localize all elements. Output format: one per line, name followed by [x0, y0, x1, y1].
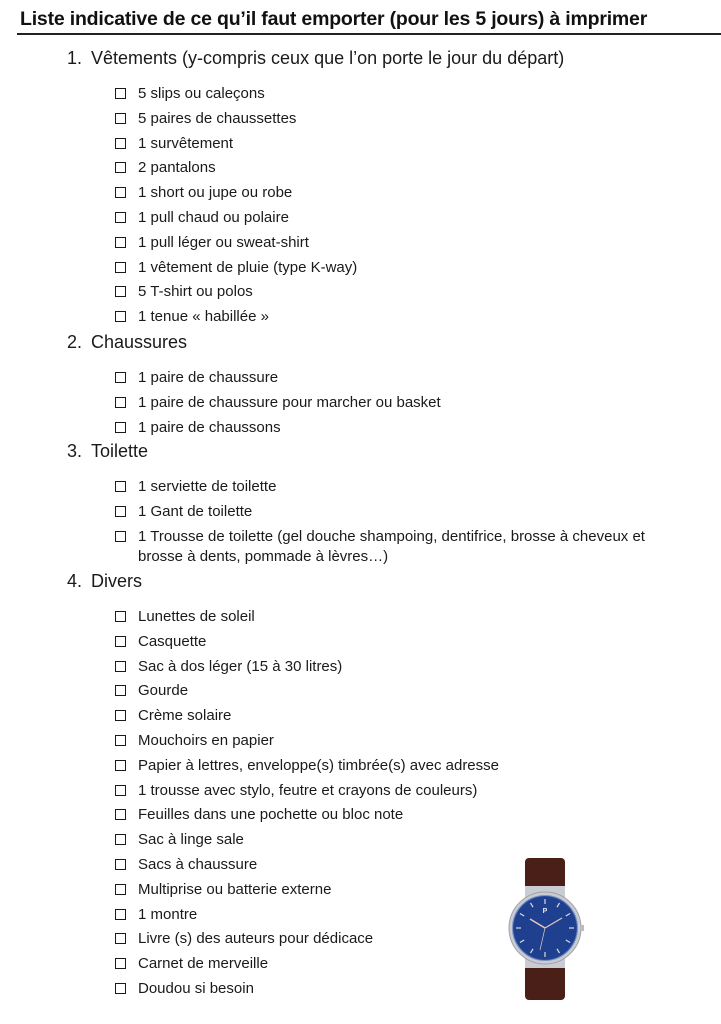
checkbox[interactable]	[115, 735, 126, 746]
list-item	[0, 880, 721, 900]
list-item	[0, 681, 721, 701]
section-number: 4.	[67, 571, 83, 591]
section-number: 3.	[67, 441, 83, 461]
section-divers	[0, 571, 721, 1004]
item-label: 1 paire de chaussure pour marcher ou basket	[138, 393, 441, 411]
checkbox[interactable]	[115, 636, 126, 647]
checkbox[interactable]	[115, 933, 126, 944]
item-label: 1 pull léger ou sweat-shirt	[138, 233, 309, 251]
section-heading	[0, 332, 721, 358]
list-item	[0, 706, 721, 726]
item-label: Papier à lettres, enveloppe(s) timbrée(s) avec adresse	[138, 756, 499, 774]
page-title: Liste indicative de ce qu’il faut emporter (pour les 5 jours) à imprimer	[20, 8, 648, 30]
watch-brand-logo: P	[542, 908, 548, 915]
item-label: 1 paire de chaussure	[138, 369, 279, 386]
section-title: Toilette	[91, 441, 149, 461]
item-label: Feuilles dans une pochette ou bloc note	[138, 806, 404, 824]
checkbox[interactable]	[115, 372, 126, 383]
section-heading	[0, 48, 721, 74]
list-item	[0, 929, 721, 949]
list-item	[0, 979, 721, 999]
checkbox[interactable]	[115, 983, 126, 994]
item-label: 1 pull chaud ou polaire	[138, 208, 289, 226]
checkbox[interactable]	[115, 138, 126, 149]
item-label: 1 Trousse de toilette (gel douche shampoing, dentifrice, brosse à cheveux et brosse à dents, pommade à lèvres…)	[138, 527, 645, 565]
title-underline	[17, 33, 721, 35]
list-item	[0, 607, 721, 627]
section-title: Chaussures	[91, 332, 188, 352]
item-label: Carnet de merveille	[138, 955, 269, 973]
list-item	[0, 905, 721, 925]
list-item	[0, 109, 721, 129]
checklist	[0, 368, 721, 438]
checkbox[interactable]	[115, 884, 126, 895]
list-item	[0, 233, 721, 253]
list-item	[0, 657, 721, 677]
item-label: 5 paires de chaussettes	[138, 109, 297, 127]
list-item	[0, 477, 721, 497]
list-item	[0, 258, 721, 278]
checkbox[interactable]	[115, 397, 126, 408]
checklist	[0, 477, 721, 567]
item-label: Sacs à chaussure	[138, 855, 258, 873]
checkbox[interactable]	[115, 422, 126, 433]
item-label: Doudou si besoin	[138, 979, 254, 997]
item-label: 1 survêtement	[138, 134, 234, 152]
list-item	[0, 183, 721, 203]
item-label: Sac à dos léger (15 à 30 litres)	[138, 657, 343, 675]
list-item	[0, 527, 721, 567]
list-item	[0, 830, 721, 850]
wristwatch-icon	[500, 858, 590, 1000]
checkbox[interactable]	[115, 958, 126, 969]
list-item	[0, 502, 721, 522]
item-label: 5 slips ou caleçons	[138, 85, 265, 102]
watch-crown	[580, 925, 584, 931]
item-label: Crème solaire	[138, 707, 232, 725]
list-item	[0, 781, 721, 801]
list-item	[0, 731, 721, 751]
section-toilette	[0, 441, 721, 571]
item-label: 1 paire de chaussons	[138, 418, 281, 436]
checkbox[interactable]	[115, 685, 126, 696]
item-label: 1 tenue « habillée »	[138, 308, 269, 326]
item-label: 1 vêtement de pluie (type K-way)	[138, 258, 358, 276]
checkbox[interactable]	[115, 88, 126, 99]
list-item	[0, 393, 721, 413]
section-chaussures	[0, 332, 721, 442]
checkbox[interactable]	[115, 286, 126, 297]
checkbox[interactable]	[115, 481, 126, 492]
item-label: Mouchoirs en papier	[138, 731, 274, 749]
list-item	[0, 954, 721, 974]
item-label: 1 serviette de toilette	[138, 478, 277, 495]
checkbox[interactable]	[115, 237, 126, 248]
list-item	[0, 855, 721, 875]
item-label: Sac à linge sale	[138, 831, 244, 849]
item-label: Casquette	[138, 632, 207, 650]
section-title: Vêtements (y-compris ceux que l’on porte le jour du départ)	[91, 48, 565, 68]
checkbox[interactable]	[115, 661, 126, 672]
list-item	[0, 84, 721, 104]
list-item	[0, 418, 721, 438]
item-label: Livre (s) des auteurs pour dédicace	[138, 930, 374, 948]
item-label: Lunettes de soleil	[138, 608, 255, 625]
checkbox[interactable]	[115, 506, 126, 517]
list-item	[0, 756, 721, 776]
item-label: 1 short ou jupe ou robe	[138, 184, 293, 202]
checkbox[interactable]	[115, 162, 126, 173]
checkbox[interactable]	[115, 760, 126, 771]
section-number: 1.	[67, 48, 83, 68]
checkbox[interactable]	[115, 311, 126, 322]
item-label: Multiprise ou batterie externe	[138, 880, 332, 898]
checkbox[interactable]	[115, 834, 126, 845]
item-label: 1 Gant de toilette	[138, 502, 253, 520]
item-label: 1 trousse avec stylo, feutre et crayons de couleurs)	[138, 781, 478, 799]
checkbox[interactable]	[115, 859, 126, 870]
checkbox[interactable]	[115, 212, 126, 223]
section-heading	[0, 441, 721, 467]
list-item	[0, 307, 721, 327]
section-heading	[0, 571, 721, 597]
checkbox[interactable]	[115, 809, 126, 820]
list-item	[0, 632, 721, 652]
list-item	[0, 282, 721, 302]
item-label: 2 pantalons	[138, 159, 216, 177]
checkbox[interactable]	[115, 785, 126, 796]
item-label: 5 T-shirt ou polos	[138, 283, 253, 301]
list-item	[0, 208, 721, 228]
checkbox[interactable]	[115, 909, 126, 920]
item-label: Gourde	[138, 682, 189, 700]
section-vetements	[0, 48, 721, 332]
checklist	[0, 84, 721, 327]
checkbox[interactable]	[115, 611, 126, 622]
checkbox[interactable]	[115, 113, 126, 124]
checklist	[0, 607, 721, 999]
checkbox[interactable]	[115, 187, 126, 198]
list-item	[0, 805, 721, 825]
list-item	[0, 158, 721, 178]
list-item	[0, 134, 721, 154]
list-item	[0, 368, 721, 388]
section-title: Divers	[91, 571, 143, 591]
section-number: 2.	[67, 332, 83, 352]
item-label: 1 montre	[138, 905, 198, 923]
checkbox[interactable]	[115, 710, 126, 721]
checkbox[interactable]	[115, 262, 126, 273]
checkbox[interactable]	[115, 531, 126, 542]
